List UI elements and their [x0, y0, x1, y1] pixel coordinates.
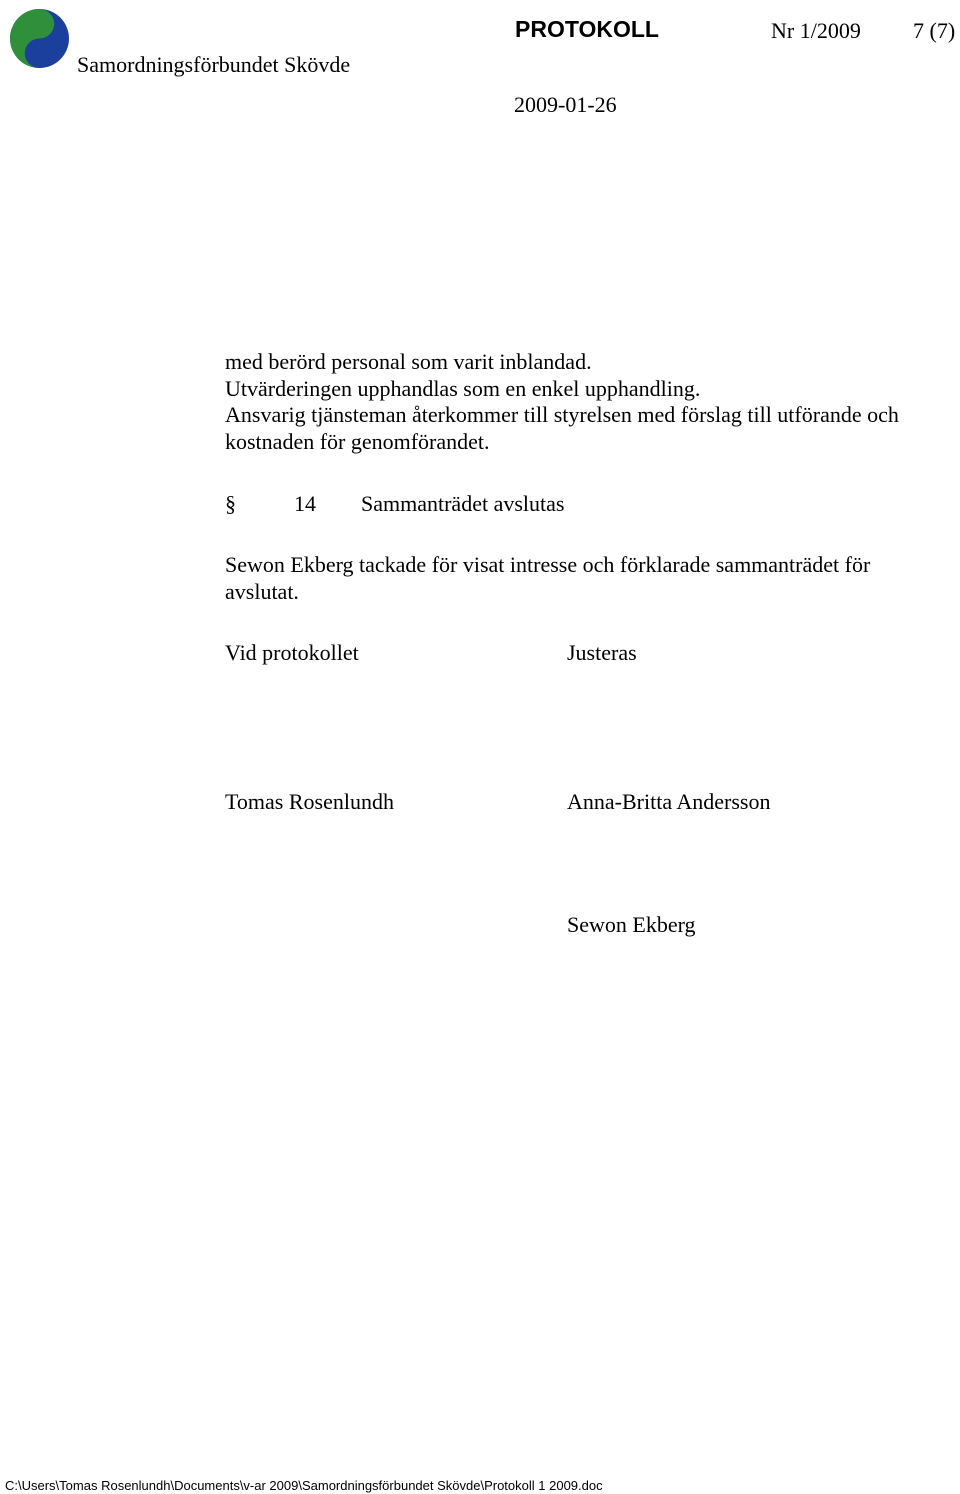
section-title: Sammanträdet avslutas — [361, 491, 565, 516]
logo-graphic — [9, 8, 70, 69]
section-number: 14 — [294, 491, 316, 516]
paragraph-line: med berörd personal som varit inblandad. — [225, 349, 592, 374]
intro-paragraph — [225, 349, 899, 455]
adjusted-label: Justeras — [567, 640, 637, 665]
page-number: 7 (7) — [913, 18, 956, 43]
document-type: PROTOKOLL — [515, 16, 659, 42]
adjuster-name-2: Sewon Ekberg — [567, 912, 696, 937]
yin-yang-logo-icon — [9, 8, 70, 69]
paragraph-line: Ansvarig tjänsteman återkommer till styrelsen med förslag till utförande och — [225, 402, 899, 427]
footer-file-path: C:\Users\Tomas Rosenlundh\Documents\v-ar 2009\Samordningsförbundet Skövde\Protokoll 1 2009.doc — [5, 1478, 603, 1493]
document-date: 2009-01-26 — [514, 92, 617, 117]
closing-paragraph — [225, 552, 870, 605]
paragraph-line: Sewon Ekberg tackade för visat intresse och förklarade sammanträdet för — [225, 552, 871, 577]
adjuster-name-1: Anna-Britta Andersson — [567, 789, 771, 814]
recorder-label: Vid protokollet — [225, 640, 359, 665]
paragraph-line: Utvärderingen upphandlas som en enkel upphandling. — [225, 375, 701, 401]
paragraph-line: kostnaden för genomförandet. — [225, 428, 490, 454]
organization-name: Samordningsförbundet Skövde — [77, 52, 351, 77]
paragraph-line: avslutat. — [225, 578, 299, 604]
section-sign: § — [225, 491, 236, 516]
recorder-name: Tomas Rosenlundh — [225, 789, 394, 814]
document-number: Nr 1/2009 — [771, 18, 861, 43]
